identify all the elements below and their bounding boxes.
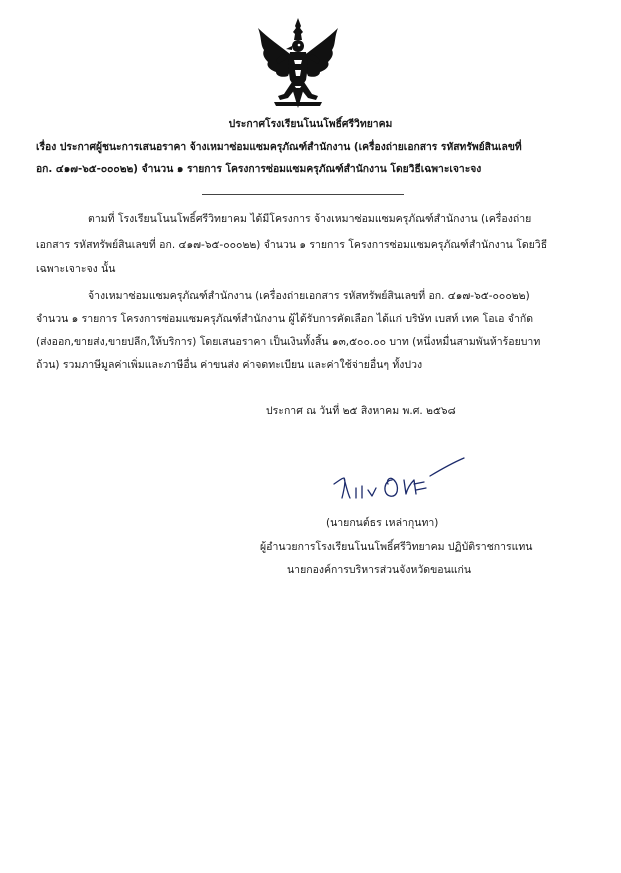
- garuda-emblem-icon: [254, 16, 342, 110]
- paragraph-2-line-4: ถ้วน) รวมภาษีมูลค่าเพิ่มและภาษีอื่น ค่าขนส่ง ค่าจดทะเบียน และค่าใช้จ่ายอื่นๆ ทั้งปวง: [36, 359, 423, 371]
- signer-position-line-1: ผู้อำนวยการโรงเรียนโนนโพธิ์ศรีวิทยาคม ปฏิบัติราชการแทน: [260, 541, 533, 553]
- signer-position-line-2: นายกองค์การบริหารส่วนจังหวัดขอนแก่น: [287, 564, 472, 576]
- signature-icon: [330, 450, 470, 512]
- announcement-title: ประกาศโรงเรียนโนนโพธิ์ศรีวิทยาคม: [228, 118, 393, 130]
- paragraph-1-line-2: เอกสาร รหัสทรัพย์สินเลขที่ อก. ๔๑๗-๖๕-๐๐๐๒๒) จำนวน ๑ รายการ โครงการซ่อมแซมครุภัณฑ์สำนักงาน โดยวิธี: [36, 239, 548, 251]
- subject-line-1: เรื่อง ประกาศผู้ชนะการเสนอราคา จ้างเหมาซ่อมแซมครุภัณฑ์สำนักงาน (เครื่องถ่ายเอกสาร รหัสทรัพย์สินเลขที่: [36, 141, 522, 153]
- subject-line-2: อก. ๔๑๗-๖๕-๐๐๐๒๒) จำนวน ๑ รายการ โครงการซ่อมแซมครุภัณฑ์สำนักงาน โดยวิธีเฉพาะเจาะจง: [36, 163, 482, 175]
- paragraph-2-line-3: (ส่งออก,ขายส่ง,ขายปลีก,ให้บริการ) โดยเสนอราคา เป็นเงินทั้งสิ้น ๑๓,๕๐๐.๐๐ บาท (หนึ่งหมื่นสามพันห้าร้อยบาท: [36, 336, 541, 348]
- paragraph-2-line-2: จำนวน ๑ รายการ โครงการซ่อมแซมครุภัณฑ์สำนักงาน ผู้ได้รับการคัดเลือก ได้แก่ บริษัท เบสท์ เทค โอเอ จำกัด: [36, 313, 534, 325]
- announcement-date: ประกาศ ณ วันที่ ๒๕ สิงหาคม พ.ศ. ๒๕๖๘: [266, 405, 456, 417]
- paragraph-1-line-3: เฉพาะเจาะจง นั้น: [36, 263, 116, 275]
- paragraph-2-line-1: จ้างเหมาซ่อมแซมครุภัณฑ์สำนักงาน (เครื่องถ่ายเอกสาร รหัสทรัพย์สินเลขที่ อก. ๔๑๗-๖๕-๐๐๐๒๒): [88, 290, 530, 302]
- signer-name: (นายกนต์ธร เหล่ากุนทา): [326, 517, 439, 529]
- paragraph-1-line-1: ตามที่ โรงเรียนโนนโพธิ์ศรีวิทยาคม ได้มีโครงการ จ้างเหมาซ่อมแซมครุภัณฑ์สำนักงาน (เครื่องถ่าย: [88, 213, 532, 225]
- divider-line: [202, 194, 404, 195]
